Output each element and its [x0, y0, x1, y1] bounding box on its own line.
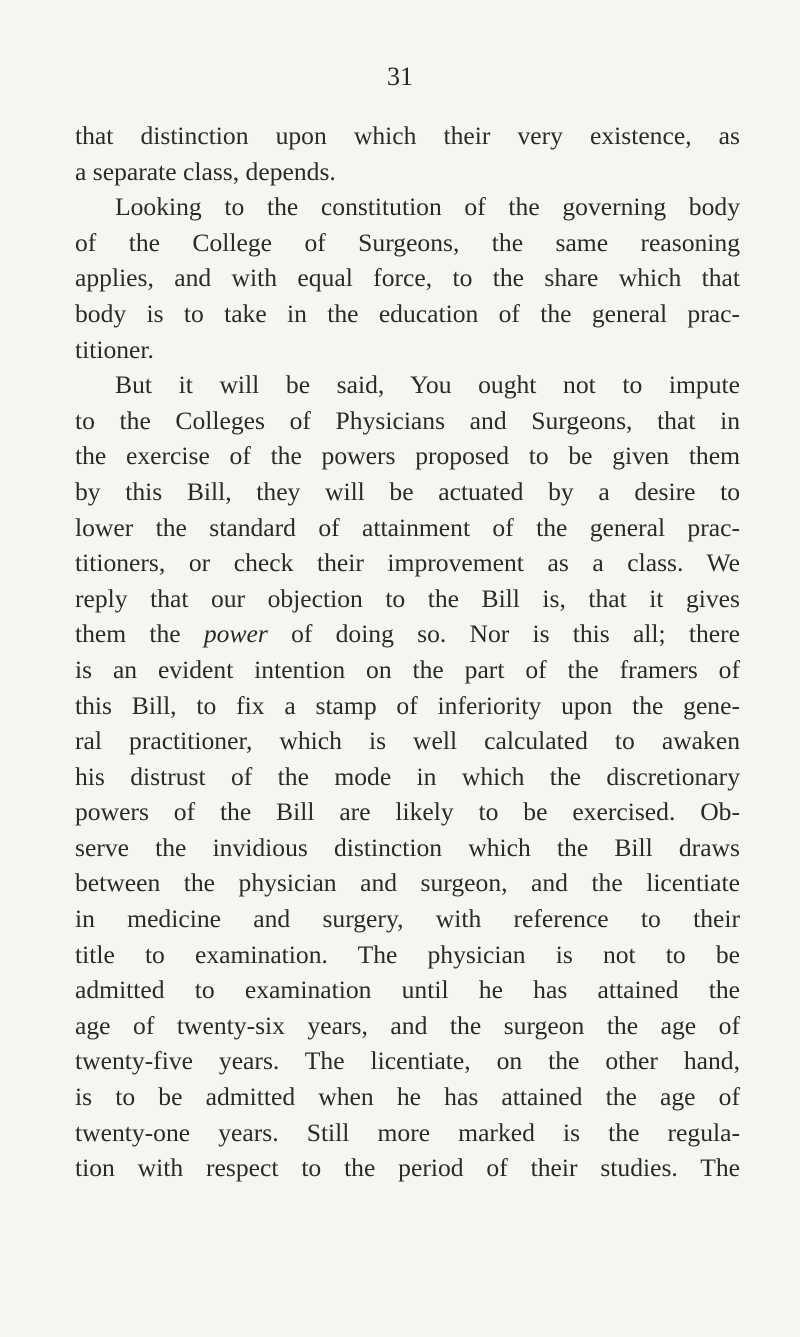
- text-line: [75, 616, 740, 652]
- text-line: applies, and with equal force, to the share which that: [75, 263, 740, 293]
- text-line: his distrust of the mode in which the discretionary: [75, 761, 740, 791]
- page-number: 31: [387, 62, 413, 91]
- text-line: powers of the Bill are likely to be exercised. Ob-: [75, 797, 740, 827]
- body-text: [75, 118, 740, 1186]
- text-line: is to be admitted when he has attained the age of: [75, 1082, 740, 1112]
- text-line: serve the invidious distinction which the Bill draws: [75, 832, 740, 862]
- text-line: in medicine and surgery, with reference to their: [75, 904, 740, 934]
- text-line: age of twenty-six years, and the surgeon the age of: [75, 1010, 740, 1040]
- text-line: lower the standard of attainment of the general prac-: [75, 512, 740, 542]
- text-line: admitted to examination until he has attained the: [75, 975, 740, 1005]
- text-line: titioners, or check their improvement as a class. We: [75, 548, 740, 578]
- text-segment: them the: [75, 619, 204, 649]
- text-line: tion with respect to the period of their studies. The: [75, 1153, 740, 1183]
- text-line: to the Colleges of Physicians and Surgeons, that in: [75, 405, 740, 435]
- text-line: by this Bill, they will be actuated by a desire to: [75, 476, 740, 506]
- text-line: a separate class, depends.: [75, 156, 336, 186]
- text-line: that distinction upon which their very existence, as: [75, 121, 740, 150]
- text-line: the exercise of the powers proposed to be given them: [75, 441, 740, 471]
- text-line: titioner.: [75, 334, 154, 364]
- text-line: Looking to the constitution of the governing body: [115, 192, 740, 222]
- text-line: of the College of Surgeons, the same reasoning: [75, 227, 740, 257]
- text-line: ral practitioner, which is well calculated to awaken: [75, 726, 740, 756]
- text-line: between the physician and surgeon, and the licentiate: [75, 868, 740, 898]
- text-line: is an evident intention on the part of the framers of: [75, 654, 740, 684]
- italic-word: power: [203, 619, 268, 649]
- text-line: body is to take in the education of the general prac-: [75, 298, 740, 328]
- text-line: twenty-one years. Still more marked is the regula-: [75, 1117, 740, 1147]
- text-line: reply that our objection to the Bill is, that it gives: [75, 583, 740, 613]
- text-line: twenty-five years. The licentiate, on the other hand,: [75, 1046, 740, 1076]
- text-line: title to examination. The physician is not to be: [75, 939, 740, 969]
- text-line: this Bill, to fix a stamp of inferiority upon the gene-: [75, 690, 740, 720]
- text-line: But it will be said, You ought not to impute: [115, 370, 740, 400]
- text-segment: of doing so. Nor is this all; there: [267, 619, 741, 649]
